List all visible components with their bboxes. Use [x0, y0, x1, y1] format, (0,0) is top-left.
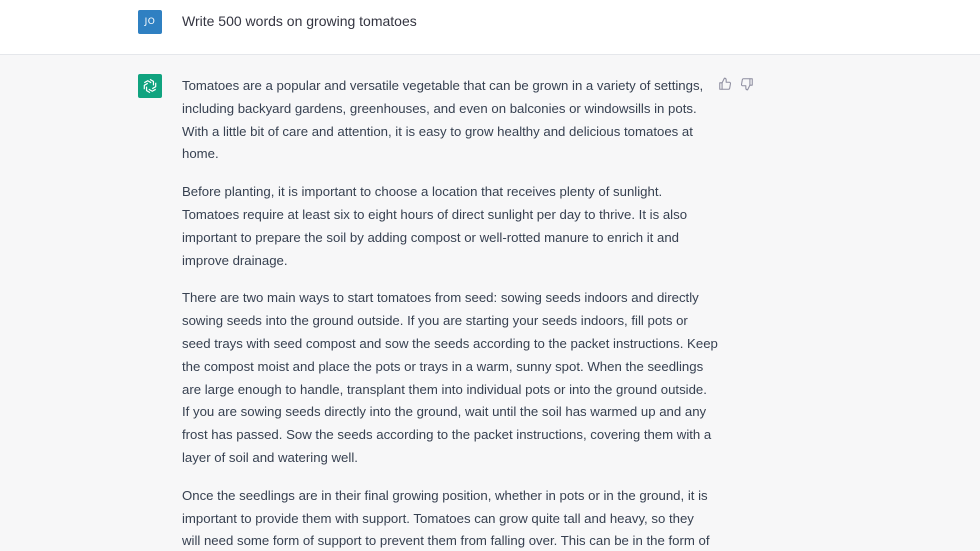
thumbs-up-icon[interactable]	[717, 76, 733, 92]
answer-line: including backyard gardens, greenhouses, and even on balconies or windowsills in pots.	[182, 100, 697, 116]
answer-paragraph	[182, 181, 722, 272]
answer-line: the compost moist and place the pots or trays in a warm, sunny spot. When the seedlings	[182, 358, 704, 374]
answer-paragraph	[182, 485, 722, 551]
thumbs-down-icon[interactable]	[739, 76, 755, 92]
assistant-message-text	[182, 75, 722, 551]
answer-line: Before planting, it is important to choose a location that receives plenty of sunlight.	[182, 184, 663, 200]
answer-line: Tomatoes are a popular and versatile vegetable that can be grown in a variety of settings,	[182, 78, 704, 93]
answer-paragraph	[182, 75, 722, 166]
answer-line: are large enough to handle, transplant them into individual pots or into the ground outside.	[182, 381, 707, 397]
answer-line: important to prepare the soil by adding compost or well-rotted manure to enrich it and	[182, 229, 679, 245]
answer-line: sowing seeds into the ground outside. If you are starting your seeds indoors, fill pots or	[182, 313, 688, 329]
answer-line: will need some form of support to prevent them from falling over. This can be in the form of	[182, 533, 710, 549]
openai-logo-icon	[138, 74, 162, 98]
answer-line: If you are sowing seeds directly into the ground, wait until the soil has warmed up and any	[182, 404, 707, 420]
answer-line: home.	[182, 146, 219, 162]
answer-line: frost has passed. Sow the seeds according to the packet instructions, covering them with a	[182, 427, 712, 443]
answer-line: Once the seedlings are in their final growing position, whether in pots or in the ground, it is	[182, 487, 708, 503]
user-message-text: Write 500 words on growing tomatoes	[182, 13, 417, 29]
answer-paragraph	[182, 287, 722, 469]
answer-line: important to provide them with support. Tomatoes can grow quite tall and heavy, so they	[182, 510, 694, 526]
answer-line: layer of soil and watering well.	[182, 449, 358, 465]
user-avatar: JO	[138, 10, 162, 34]
user-message-row	[0, 0, 980, 55]
answer-line: improve drainage.	[182, 252, 288, 268]
answer-line: seed trays with seed compost and sow the seeds according to the packet instructions. Keep	[182, 335, 718, 351]
answer-line: Tomatoes require at least six to eight hours of direct sunlight per day to thrive. It is also	[182, 206, 688, 222]
answer-line: There are two main ways to start tomatoes from seed: sowing seeds indoors and directly	[182, 290, 699, 306]
answer-line: With a little bit of care and attention, it is easy to grow healthy and delicious tomatoes at	[182, 123, 693, 139]
assistant-message-row	[0, 55, 980, 551]
